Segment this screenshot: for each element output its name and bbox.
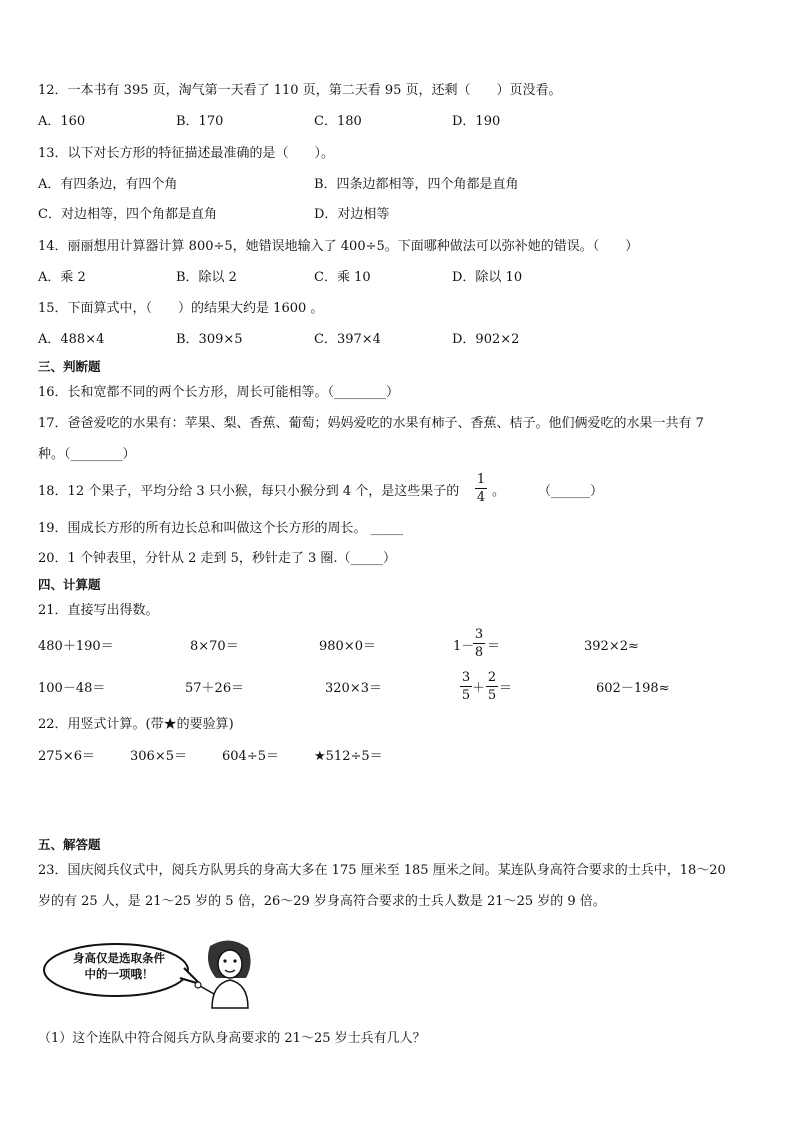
calc-item: ★512÷5＝ xyxy=(314,749,383,764)
q17-line-2: 种。（________） xyxy=(38,447,136,462)
fraction-numerator: 2 xyxy=(487,670,497,685)
fraction-numerator: 3 xyxy=(474,627,484,642)
calc-item: 320×3＝ xyxy=(325,681,382,696)
calc-item: 100－48＝ xyxy=(38,681,106,696)
section-3-heading: 三、判断题 xyxy=(38,359,101,374)
calc-item: 57＋26＝ xyxy=(185,681,245,696)
q15-option-b: B．309×5 xyxy=(176,332,243,347)
q22-stem: 22．用竖式计算。(带★的要验算) xyxy=(38,717,234,732)
q15-option-c: C．397×4 xyxy=(314,332,381,347)
calc-item-fraction-suffix: ＝ xyxy=(499,681,513,696)
calc-item: 604÷5＝ xyxy=(222,749,279,764)
q12-option-a: A．160 xyxy=(38,114,86,129)
bubble-line-1: 身高仅是选取条件 xyxy=(73,951,165,965)
q18-text: 18．12 个果子，平均分给 3 只小猴，每只小猴分到 4 个，是这些果子的 xyxy=(38,484,460,499)
q15-option-d: D．902×2 xyxy=(452,332,520,347)
q13-stem: 13．以下对长方形的特征描述最准确的是（ ）。 xyxy=(38,146,335,161)
section-5-heading: 五、解答题 xyxy=(38,837,101,852)
q13-option-c: C．对边相等，四个角都是直角 xyxy=(38,207,217,222)
calc-fraction xyxy=(486,670,498,703)
q23-sub-question-1: （1）这个连队中符合阅兵方队身高要求的 21～25 岁士兵有几人？ xyxy=(38,1031,426,1046)
q19: 19．围成长方形的所有边长总和叫做这个长方形的周长。 _____ xyxy=(38,521,404,536)
calc-item-fraction-suffix: ＝ xyxy=(487,639,501,654)
q14-stem: 14．丽丽想用计算器计算 800÷5，她错误地输入了 400÷5。下面哪种做法可以弥补她的错误。（ ） xyxy=(38,239,639,254)
calc-item: 602－198≈ xyxy=(596,681,670,696)
q14-option-b: B．除以 2 xyxy=(176,270,237,285)
calc-item: 8×70＝ xyxy=(190,639,239,654)
q13-option-d: D．对边相等 xyxy=(314,207,390,222)
calc-item: 980×0＝ xyxy=(319,639,376,654)
q14-option-c: C．乘 10 xyxy=(314,270,371,285)
q16: 16．长和宽都不同的两个长方形，周长可能相等。（________） xyxy=(38,385,400,400)
bubble-line-2: 中的一项哦！ xyxy=(84,967,154,981)
calc-fraction xyxy=(460,670,472,703)
q12-stem: 12．一本书有 395 页，淘气第一天看了 110 页，第二天看 95 页，还剩（ ）页没看。 xyxy=(38,83,562,98)
q15-option-a: A．488×4 xyxy=(38,332,105,347)
calc-item: 306×5＝ xyxy=(130,749,187,764)
calc-item: 275×6＝ xyxy=(38,749,95,764)
q23-line-1: 23．国庆阅兵仪式中，阅兵方队男兵的身高大多在 175 厘米至 185 厘米之间。某连队身高符合要求的士兵中，18～20 xyxy=(38,863,726,878)
q12-option-d: D．190 xyxy=(452,114,501,129)
q13-option-b: B．四条边都相等，四个角都是直角 xyxy=(314,177,519,192)
q21-stem: 21．直接写出得数。 xyxy=(38,603,159,618)
q18-fraction xyxy=(475,472,487,505)
q18-period: 。 xyxy=(492,484,506,499)
fraction-denominator: 8 xyxy=(474,645,484,660)
q17-line-1: 17．爸爸爱吃的水果有：苹果、梨、香蕉、葡萄；妈妈爱吃的水果有柿子、香蕉、桔子。他们俩爱吃的水果一共有 7 xyxy=(38,416,704,431)
fraction-numerator: 3 xyxy=(461,670,471,685)
fraction-denominator: 4 xyxy=(476,490,486,505)
teacher-illustration xyxy=(40,938,270,1010)
section-4-heading: 四、计算题 xyxy=(38,577,101,592)
q13-option-a: A．有四条边，有四个角 xyxy=(38,177,178,192)
q18-blank: （______） xyxy=(538,484,604,499)
calc-item: 480＋190＝ xyxy=(38,639,114,654)
fraction-numerator: 1 xyxy=(476,472,486,487)
q12-option-b: B．170 xyxy=(176,114,224,129)
fraction-denominator: 5 xyxy=(487,688,497,703)
q23-line-2: 岁的有 25 人，是 21～25 岁的 5 倍，26～29 岁身高符合要求的士兵人数是 21～25 岁的 9 倍。 xyxy=(38,894,606,909)
fraction-denominator: 5 xyxy=(461,688,471,703)
q12-option-c: C．180 xyxy=(314,114,362,129)
teacher-figure xyxy=(195,940,251,1008)
q14-option-a: A．乘 2 xyxy=(38,270,86,285)
calc-item-fraction-prefix: 1－ xyxy=(453,639,475,654)
q14-option-d: D．除以 10 xyxy=(452,270,523,285)
q20: 20．1 个钟表里，分针从 2 走到 5，秒针走了 3 圈.（_____） xyxy=(38,551,397,566)
calc-plus: ＋ xyxy=(472,681,486,696)
calc-fraction xyxy=(473,627,485,660)
calc-item: 392×2≈ xyxy=(584,639,639,654)
speech-bubble-text xyxy=(60,950,178,982)
q15-stem: 15．下面算式中，（ ）的结果大约是 1600 。 xyxy=(38,301,324,316)
